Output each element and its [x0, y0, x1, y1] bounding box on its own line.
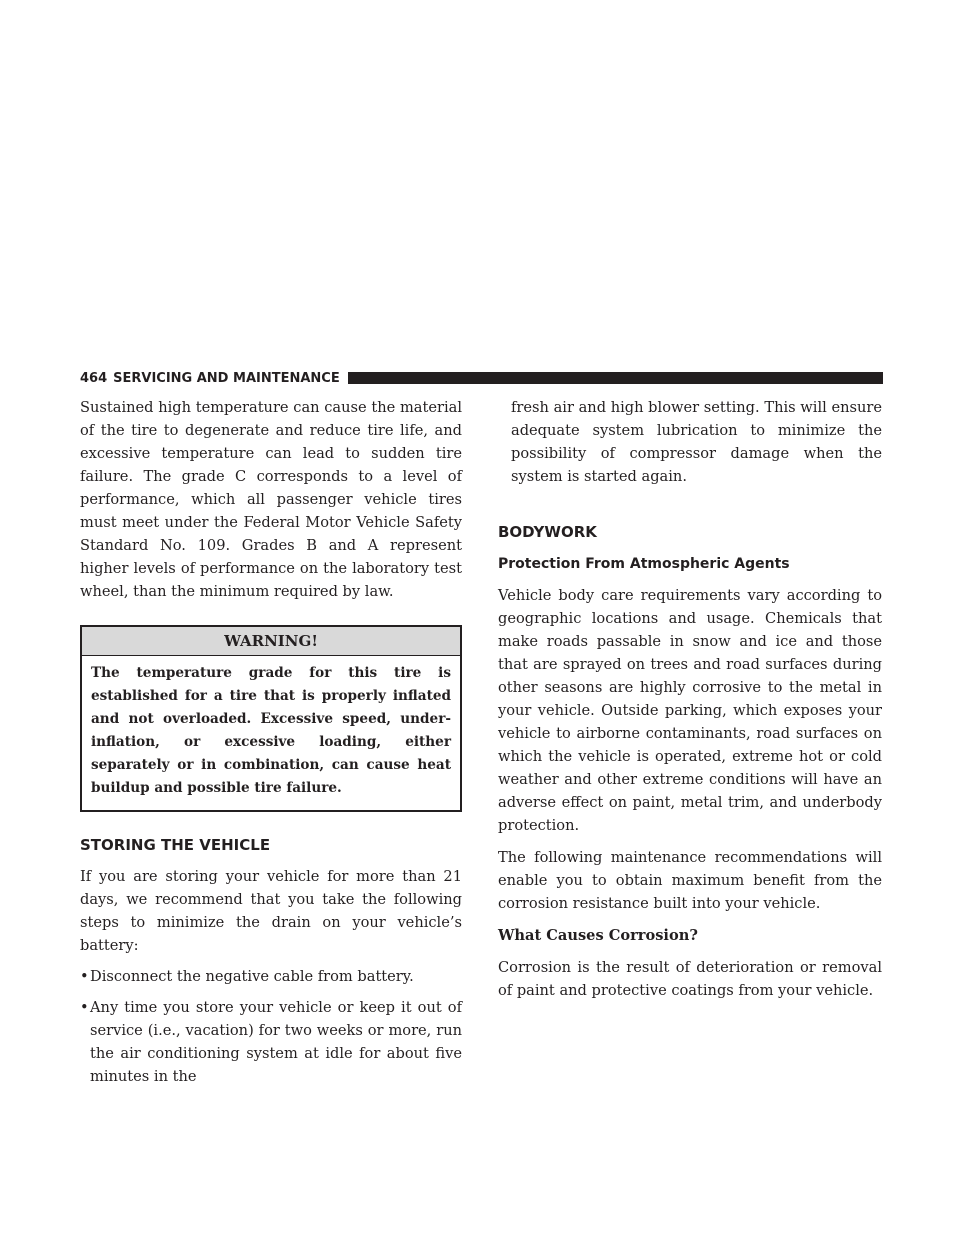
list-item: [80, 965, 462, 988]
intro-paragraph: Sustained high temperature can cause the material of the tire to degenerate and reduce tire life, and excessive temperature can lead to sudden tire failure. The grade C corresponds to a level of performance, which all passenger vehicle tires must meet under the Federal Motor Vehicle Safety Standard No. 109. Grades B and A represent higher levels of performance on the laboratory test wheel, than the minimum required by law.: [80, 399, 462, 600]
bullet-text: Disconnect the negative cable from battery.: [90, 968, 414, 985]
bodywork-heading: BODYWORK: [498, 523, 597, 541]
bullet-icon: •: [80, 999, 89, 1016]
bullet-text: Any time you store your vehicle or keep it out of service (i.e., vacation) for two weeks or more, run the air conditioning system at idle for about five minutes in the: [90, 999, 462, 1085]
protection-paragraph: Vehicle body care requirements vary according to geographic locations and usage. Chemicals that make roads passable in snow and ice and those that are sprayed on trees and road surfaces during other seasons are highly corrosive to the metal in your vehicle. Outside parking, which exposes your vehicle to airborne contaminants, road surfaces on which the vehicle is operated, extreme hot or cold weather and other extreme conditions will have an adverse effect on paint, metal trim, and underbody protection.: [498, 587, 882, 834]
warning-title: WARNING!: [82, 627, 460, 656]
protection-heading: Protection From Atmospheric Agents: [498, 556, 790, 572]
warning-box: [80, 625, 462, 812]
maintenance-paragraph: The following maintenance recommendations will enable you to obtain maximum benefit from the corrosion resistance built into your vehicle.: [498, 849, 882, 912]
bullet-icon: •: [80, 968, 89, 985]
section-title: SERVICING AND MAINTENANCE: [113, 370, 340, 386]
list-item: [80, 996, 462, 1088]
right-column: [498, 396, 882, 1002]
page-number: 464: [80, 370, 108, 386]
storing-heading: STORING THE VEHICLE: [80, 836, 271, 854]
left-column: [80, 396, 462, 1088]
bullet-continuation: fresh air and high blower setting. This will ensure adequate system lubrication to minimize the possibility of compressor damage when the system is started again.: [511, 399, 882, 485]
storing-paragraph: If you are storing your vehicle for more than 21 days, we recommend that you take the following steps to minimize the drain on your vehicle’s battery:: [80, 868, 462, 954]
header-rule: [348, 372, 883, 384]
storing-bullet-list: [80, 965, 462, 1088]
corrosion-heading: What Causes Corrosion?: [498, 927, 698, 944]
page-header: [80, 370, 883, 386]
warning-text: The temperature grade for this tire is established for a tire that is properly inflated and not overloaded. Excessive speed, under-inflation, or excessive loading, either separately or in combination, can cause heat buildup and possible tire failure.: [91, 665, 451, 796]
corrosion-paragraph: Corrosion is the result of deterioration or removal of paint and protective coatings from your vehicle.: [498, 959, 882, 999]
